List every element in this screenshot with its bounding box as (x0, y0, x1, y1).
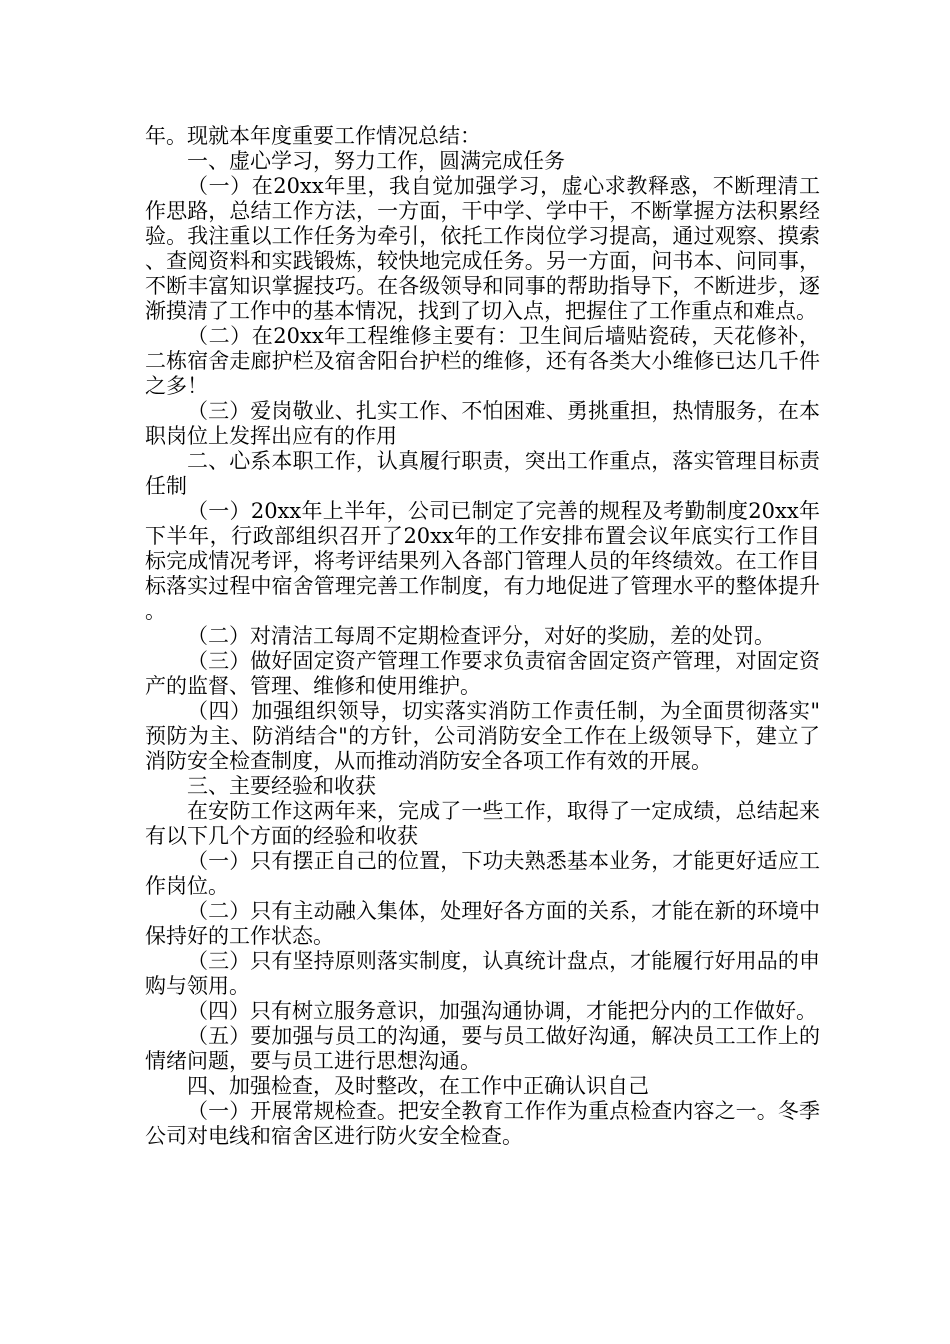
heading-section-2: 二、心系本职工作，认真履行职责，突出工作重点，落实管理目标责任制 (145, 449, 820, 498)
paragraph-3-intro: 在安防工作这两年来，完成了一些工作，取得了一定成绩，总结起来有以下几个方面的经验和收获 (145, 799, 820, 848)
paragraph-3-4: （四）只有树立服务意识，加强沟通协调，才能把分内的工作做好。 (187, 999, 817, 1023)
paragraph-1-3: （三）爱岗敬业、扎实工作、不怕困难、勇挑重担，热情服务，在本职岗位上发挥出应有的作用 (145, 399, 820, 448)
paragraph-3-1: （一）只有摆正自己的位置，下功夫熟悉基本业务，才能更好适应工作岗位。 (145, 849, 820, 898)
heading-section-3: 三、主要经验和收获 (187, 774, 376, 798)
paragraph-3-5: （五）要加强与员工的沟通，要与员工做好沟通，解决员工工作上的情绪问题，要与员工进行思想沟通。 (145, 1024, 820, 1073)
heading-section-1: 一、虚心学习，努力工作，圆满完成任务 (187, 149, 565, 173)
paragraph-2-2: （二）对清洁工每周不定期检查评分，对好的奖励，差的处罚。 (187, 624, 775, 648)
document-body (145, 124, 820, 1149)
paragraph-3-2: （二）只有主动融入集体，处理好各方面的关系，才能在新的环境中保持好的工作状态。 (145, 899, 820, 948)
paragraph-2-3: （三）做好固定资产管理工作要求负责宿舍固定资产管理，对固定资产的监督、管理、维修和使用维护。 (145, 649, 820, 698)
paragraph-4-1: （一）开展常规检查。把安全教育工作作为重点检查内容之一。冬季公司对电线和宿舍区进行防火安全检查。 (145, 1099, 820, 1148)
paragraph-2-1: （一）20xx年上半年，公司已制定了完善的规程及考勤制度20xx年下半年，行政部组织召开了20xx年的工作安排布置会议年底实行工作目标完成情况考评，将考评结果列入各部门管理人员的年终绩效。在工作目标落实过程中宿舍管理完善工作制度，有力地促进了管理水平的整体提升。 (145, 499, 820, 623)
paragraph-3-3: （三）只有坚持原则落实制度，认真统计盘点，才能履行好用品的申购与领用。 (145, 949, 820, 998)
paragraph-2-4: （四）加强组织领导，切实落实消防工作责任制，为全面贯彻落实"预防为主、防消结合"的方针，公司消防安全工作在上级领导下，建立了消防安全检查制度，从而推动消防安全各项工作有效的开展。 (145, 699, 820, 773)
heading-section-4: 四、加强检查，及时整改，在工作中正确认识自己 (187, 1074, 649, 1098)
paragraph-summary-intro: 年。现就本年度重要工作情况总结： (145, 124, 481, 148)
paragraph-1-2: （二）在20xx年工程维修主要有：卫生间后墙贴瓷砖，天花修补，二栋宿舍走廊护栏及宿舍阳台护栏的维修，还有各类大小维修已达几千件之多！ (145, 324, 820, 398)
paragraph-1-1: （一）在20xx年里，我自觉加强学习，虚心求教释惑，不断理清工作思路，总结工作方法，一方面，干中学、学中干，不断掌握方法积累经验。我注重以工作任务为牵引，依托工作岗位学习提高，通过观察、摸索、查阅资料和实践锻炼，较快地完成任务。另一方面，问书本、问同事，不断丰富知识掌握技巧。在各级领导和同事的帮助指导下，不断进步，逐渐摸清了工作中的基本情况，找到了切入点，把握住了工作重点和难点。 (145, 174, 820, 323)
